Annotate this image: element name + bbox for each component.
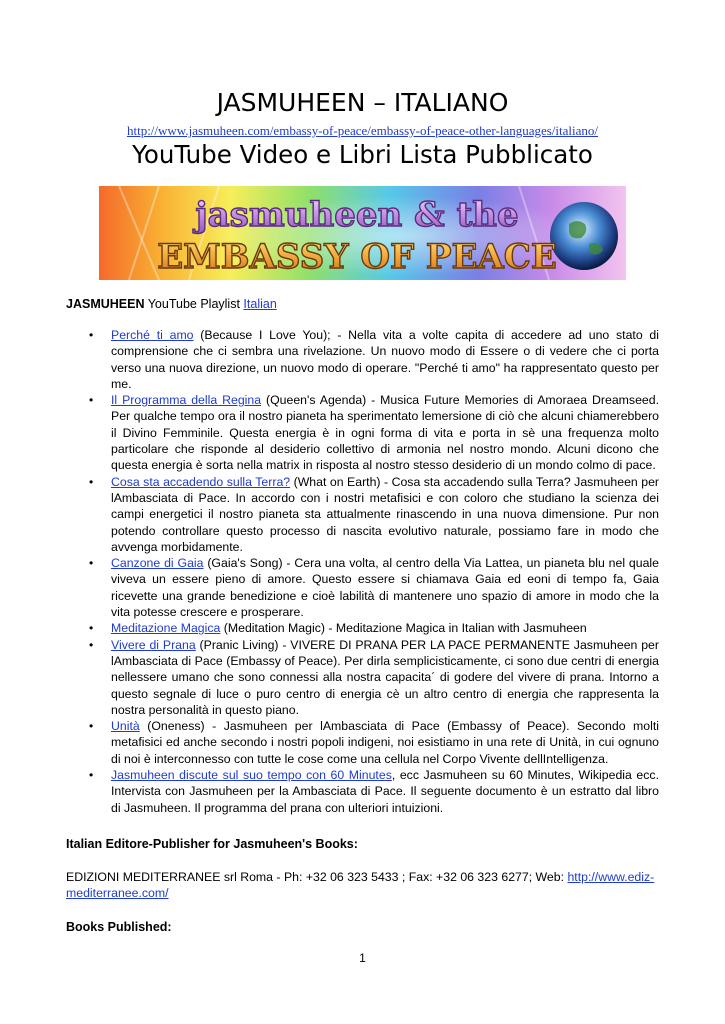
list-item [111, 620, 659, 636]
video-description: (What on Earth) - Cosa sta accadendo sulla Terra? Jasmuheen per lAmbasciata di Pace. In accordo con i nostri metafisici e con coloro che studiano la scienza dei campi energetici il nostro pianeta sta attualmente rinascendo in una nuova dimensione. Pur non potendo controllare questo processo di nascita evolutivo naturale, possiamo fare in modo che avvenga morbidamente. [111, 474, 659, 554]
playlist-link[interactable]: Italian [243, 297, 277, 311]
video-link[interactable]: Il Programma della Regina [111, 393, 262, 408]
video-link[interactable]: Perché ti amo [111, 328, 194, 342]
video-list [111, 327, 659, 816]
video-link[interactable]: Unità [111, 719, 140, 734]
document-title: JASMUHEEN – ITALIANO [216, 88, 509, 117]
video-description: (Queen's Agenda) - Musica Future Memories di Amoraea Dreamseed. Per qualche tempo ora il nostro pianeta ha sperimentato lemersione di ciò che alcuni chiamerebbero il Divino Femminile. Questa energia è in ogni forma di vita e porta in sè una frequenza molto particolare che risponde al desiderio collettivo di armonia nel nostro mondo. Alcuni dicono che questa energia è sorta nella matrix in risposta al nostro stesso desiderio di un mondo colmo di pace. [111, 393, 659, 473]
publisher-heading: Italian Editore-Publisher for Jasmuheen's Books: [66, 837, 358, 851]
banner-line1: jasmuheen & the [195, 195, 519, 235]
video-link[interactable]: Vivere di Prana [111, 637, 196, 652]
playlist-author: JASMUHEEN [66, 297, 145, 311]
list-item [111, 474, 659, 555]
publisher-website-link[interactable]: http://www.ediz-mediterranee.com/ [66, 870, 655, 901]
list-item [111, 392, 659, 473]
video-description: (Because I Love You); - Nella vita a volte capita di accedere ad uno stato di comprensione che ci sembra una rivelazione. Un nuovo modo di Essere o di vedere che ci porta verso una nuova direzione, un nuovo modo di operare. "Perché ti amo" ha rappresentato questo per me. [111, 328, 659, 391]
books-heading: Books Published: [66, 920, 172, 934]
video-link[interactable]: Jasmuheen discute sul suo tempo con 60 Minutes [111, 768, 392, 783]
video-link[interactable]: Cosa sta accadendo sulla Terra? [111, 474, 291, 489]
banner-line2: EMBASSY OF PEACE [157, 237, 557, 277]
playlist-text: YouTube Playlist [144, 297, 244, 311]
publisher-text: EDIZIONI MEDITERRANEE srl Roma - Ph: +32 06 323 5433 ; Fax: +32 06 323 6277; Web: [66, 870, 568, 884]
video-description: , ecc Jasmuheen su 60 Minutes, Wikipedia ecc. Intervista con Jasmuheen per la Ambasciata di Pace. Il seguente documento è un estratto dal libro di Jasmuheen. Il programma del prana con ulteriori intuizioni. [111, 768, 659, 815]
playlist-line [66, 297, 277, 311]
embassy-of-peace-banner [99, 186, 626, 280]
video-description: (Oneness) - Jasmuheen per lAmbasciata di Pace (Embassy of Peace). Secondo molti metafisici ed anche secondo i nostri popoli indigeni, noi esistiamo in una rete di Unità, in cui ognuno di noi è interconnesso con tutte le cose come una cellula nel Corpo Vivente dellIntelligenza. [111, 719, 659, 766]
video-description: (Pranic Living) - VIVERE DI PRANA PER LA PACE PERMANENTE Jasmuheen per lAmbasciata di Pace (Embassy of Peace). Per dirla semplicisticamente, ci sono due centri di energia nellessere umano che sono connessi alla nostra capacita´ di godere del vivere di prana. Intorno a questo segnale di luce o puro centro di energia cè un altro centro di energia che rappresenta la nostra personalità in questo piano. [111, 637, 659, 717]
page-number: 1 [359, 951, 366, 965]
list-item [111, 327, 659, 392]
list-item [111, 767, 659, 816]
video-description: (Meditation Magic) - Meditazione Magica in Italian with Jasmuheen [220, 621, 587, 636]
video-link[interactable]: Canzone di Gaia [111, 556, 204, 571]
video-description: (Gaia's Song) - Cera una volta, al centro della Via Lattea, un pianeta blu nel quale viveva un essere pieno di amore. Questo essere si chiamava Gaia ed eoni di tempo fa, Gaia ricevette una grande benedizione e cioè labilità di mantenere uno spazio di amore in modo che la vita potesse crescere e prosperare. [111, 556, 659, 620]
document-subtitle: YouTube Video e Libri Lista Pubblicato [132, 140, 593, 169]
publisher-info [66, 869, 659, 902]
list-item [111, 718, 659, 767]
source-url-link[interactable]: http://www.jasmuheen.com/embassy-of-peace/embassy-of-peace-other-languages/italiano/ [126, 123, 599, 138]
list-item [111, 637, 659, 718]
list-item [111, 555, 659, 620]
video-link[interactable]: Meditazione Magica [111, 621, 221, 636]
